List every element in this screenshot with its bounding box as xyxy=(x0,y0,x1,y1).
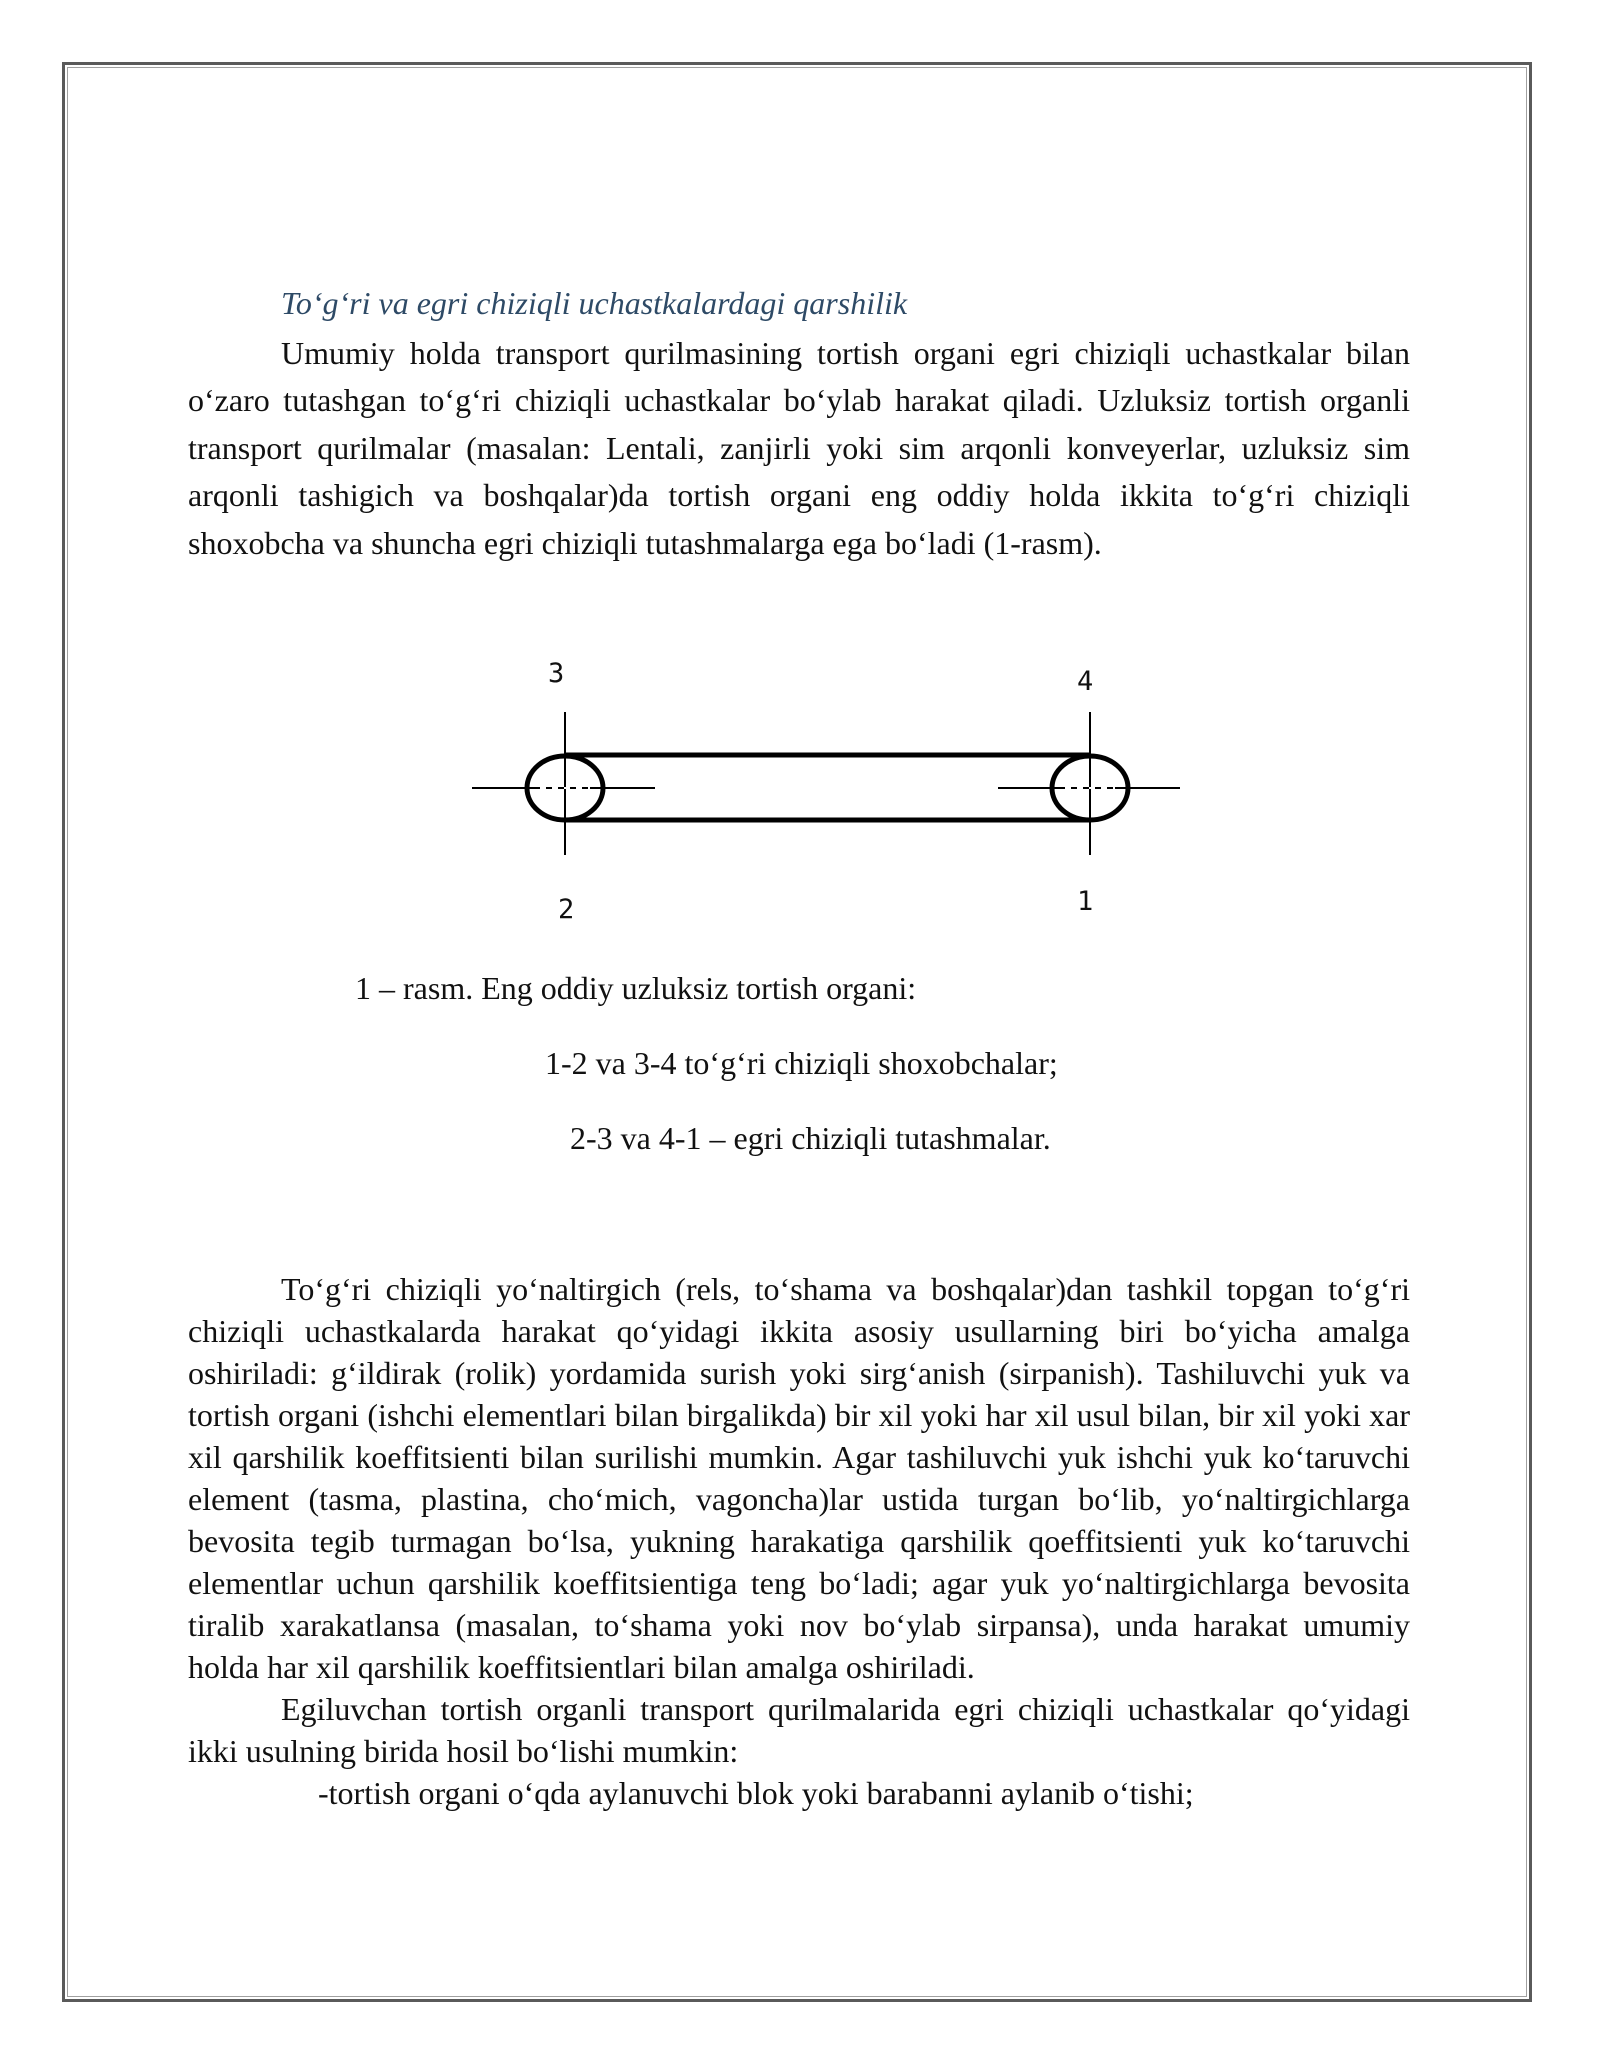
label-point-1: 1 xyxy=(1077,886,1094,917)
figure-caption-line-2: 1-2 va 3-4 to‘g‘ri chiziqli shoxobchalar; xyxy=(545,1045,1058,1081)
label-point-3: 3 xyxy=(548,658,565,689)
page-content-lower xyxy=(188,1268,1410,1814)
section-heading: To‘g‘ri va egri chiziqli uchastkalardagi qarshilik xyxy=(281,285,908,321)
list-item-pulley: -tortish organi o‘qda aylanuvchi blok yoki barabanni aylanib o‘tishi; xyxy=(318,1775,1194,1811)
figure-caption-title: 1 – rasm. Eng oddiy uzluksiz tortish organi: xyxy=(355,970,917,1006)
label-point-2: 2 xyxy=(558,894,575,925)
paragraph-curved-sections: Egiluvchan tortish organli transport qurilmalarida egri chiziqli uchastkalar qo‘yidagi ikki usulning birida hosil bo‘lishi mumkin: xyxy=(188,1691,1410,1769)
paragraph-intro: Umumiy holda transport qurilmasining tortish organi egri chiziqli uchastkalar bilan o‘zaro tutashgan to‘g‘ri chiziqli uchastkalar bo‘ylab harakat qiladi. Uzluksiz tortish organli transport qurilmalar (masalan: Lentali, zanjirli yoki sim arqonli konveyerlar, uzluksiz sim arqonli tashigich va boshqalar)da tortish organi eng oddiy holda ikkita to‘g‘ri chiziqli shoxobcha va shuncha egri chiziqli tutashmalarga ega bo‘ladi (1-rasm). xyxy=(188,334,1410,561)
conveyor-diagram xyxy=(0,0,1600,1000)
label-point-4: 4 xyxy=(1077,666,1094,697)
paragraph-straight-sections: To‘g‘ri chiziqli yo‘naltirgich (rels, to‘shama va boshqalar)dan tashkil topgan to‘g‘ri chiziqli uchastkalarda harakat qo‘yidagi ikkita asosiy usullarning biri bo‘yicha amalga oshiriladi: g‘ildirak (rolik) yordamida surish yoki sirg‘anish (sirpanish). Tashiluvchi yuk va tortish organi (ishchi elementlari bilan birgalikda) bir xil yoki har xil usul bilan, bir xil yoki xar xil qarshilik koeffitsienti bilan surilishi mumkin. Agar tashiluvchi yuk ishchi yuk ko‘taruvchi element (tasma, plastina, cho‘mich, vagoncha)lar ustida turgan bo‘lib, yo‘naltirgichlarga bevosita tegib turmagan bo‘lsa, yukning harakatiga qarshilik qoeffitsienti yuk ko‘taruvchi elementlar uchun qarshilik koeffitsientiga teng bo‘ladi; agar yuk yo‘naltirgichlarga bevosita tiralib xarakatlansa (masalan, to‘shama yoki nov bo‘ylab sirpansa), unda harakat umumiy holda har xil qarshilik koeffitsientlari bilan amalga oshiriladi. xyxy=(188,1271,1410,1685)
figure-caption-line-3: 2-3 va 4-1 – egri chiziqli tutashmalar. xyxy=(570,1120,1051,1156)
